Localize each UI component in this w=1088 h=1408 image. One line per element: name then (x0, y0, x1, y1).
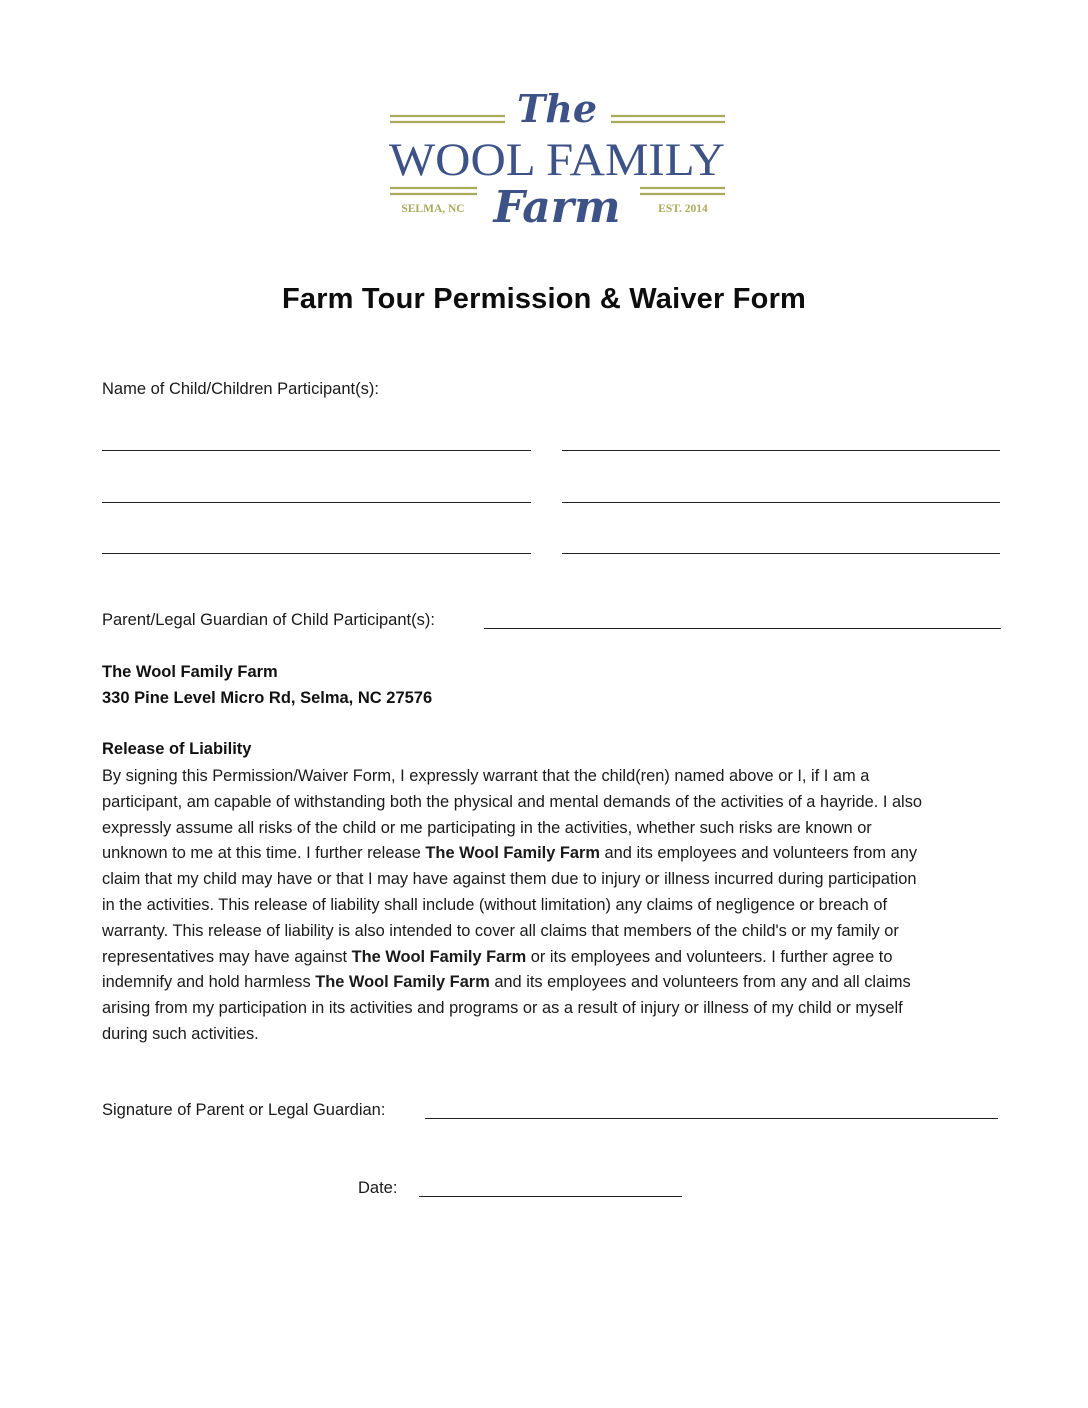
guardian-label: Parent/Legal Guardian of Child Participant(s): (102, 611, 435, 629)
release-text: representatives may have against (102, 947, 352, 966)
release-text: participant, am capable of withstanding both the physical and mental demands of the activities of a hayride. I also (102, 792, 923, 811)
release-text: or its employees and volunteers. I further agree to (526, 947, 893, 966)
logo-established: EST. 2014 (658, 203, 708, 215)
release-text: warranty. This release of liability is also intended to cover all claims that members of the child's or my family or (102, 921, 899, 940)
participant-line-2[interactable] (562, 450, 1000, 451)
participant-line-3[interactable] (102, 502, 531, 503)
participant-line-5[interactable] (102, 553, 531, 554)
release-text: By signing this Permission/Waiver Form, I expressly warrant that the child(ren) named above or I, if I am a (102, 767, 870, 785)
farm-address: 330 Pine Level Micro Rd, Selma, NC 27576 (102, 689, 433, 707)
participant-line-1[interactable] (102, 450, 531, 451)
release-line (102, 893, 1014, 919)
logo-location: SELMA, NC (401, 203, 465, 215)
date-label: Date: (358, 1179, 398, 1197)
release-text: during such activities. (102, 1024, 259, 1043)
release-line (102, 1022, 1014, 1048)
logo-rule-top-left (390, 116, 505, 122)
release-text: expressly assume all risks of the child or me participating in the activities, whether such risks are known or (102, 818, 872, 837)
release-line (102, 996, 1014, 1022)
farm-name: The Wool Family Farm (102, 663, 278, 681)
release-line (102, 841, 1014, 867)
guardian-line[interactable] (484, 628, 1001, 629)
release-line (102, 790, 1014, 816)
release-paragraph (102, 764, 1014, 1048)
release-text: indemnify and hold harmless (102, 973, 316, 992)
logo-rule-bottom-left (390, 188, 477, 194)
release-text: arising from my participation in its activities and programs or as a result of injury or illness of my child or myself (102, 999, 903, 1018)
release-line (102, 764, 1014, 790)
logo-graphic (385, 82, 730, 232)
release-text: unknown to me at this time. I further release (102, 844, 426, 863)
participants-label: Name of Child/Children Participant(s): (102, 380, 379, 398)
release-farm-name: The Wool Family Farm (351, 947, 527, 966)
release-farm-name: The Wool Family Farm (315, 973, 490, 992)
release-text: and its employees and volunteers from any (599, 844, 918, 863)
release-line (102, 970, 1014, 996)
release-farm-name: The Wool Family Farm (425, 844, 600, 863)
release-line (102, 945, 1014, 971)
signature-label: Signature of Parent or Legal Guardian: (102, 1101, 386, 1119)
participant-line-4[interactable] (562, 502, 1000, 503)
page-title: Farm Tour Permission & Waiver Form (281, 283, 807, 315)
release-heading: Release of Liability (102, 740, 252, 758)
release-line (102, 867, 1014, 893)
signature-line[interactable] (425, 1118, 998, 1119)
release-line (102, 919, 1014, 945)
release-line (102, 816, 1014, 842)
logo-rule-top-right (611, 116, 725, 122)
farm-logo (385, 82, 730, 232)
release-text: and its employees and volunteers from any and all claims (489, 973, 911, 992)
logo-farm: Farm (493, 182, 621, 232)
logo-the: The (516, 86, 598, 131)
release-text: in the activities. This release of liability shall include (without limitation) any claims of negligence or breach of (102, 895, 888, 914)
logo-wool-family: WOOL FAMILY (389, 134, 725, 186)
participant-line-6[interactable] (562, 553, 1000, 554)
logo-rule-bottom-right (640, 188, 725, 194)
date-line[interactable] (419, 1196, 682, 1197)
release-text: claim that my child may have or that I may have against them due to injury or illness incurred during participation (102, 870, 917, 889)
